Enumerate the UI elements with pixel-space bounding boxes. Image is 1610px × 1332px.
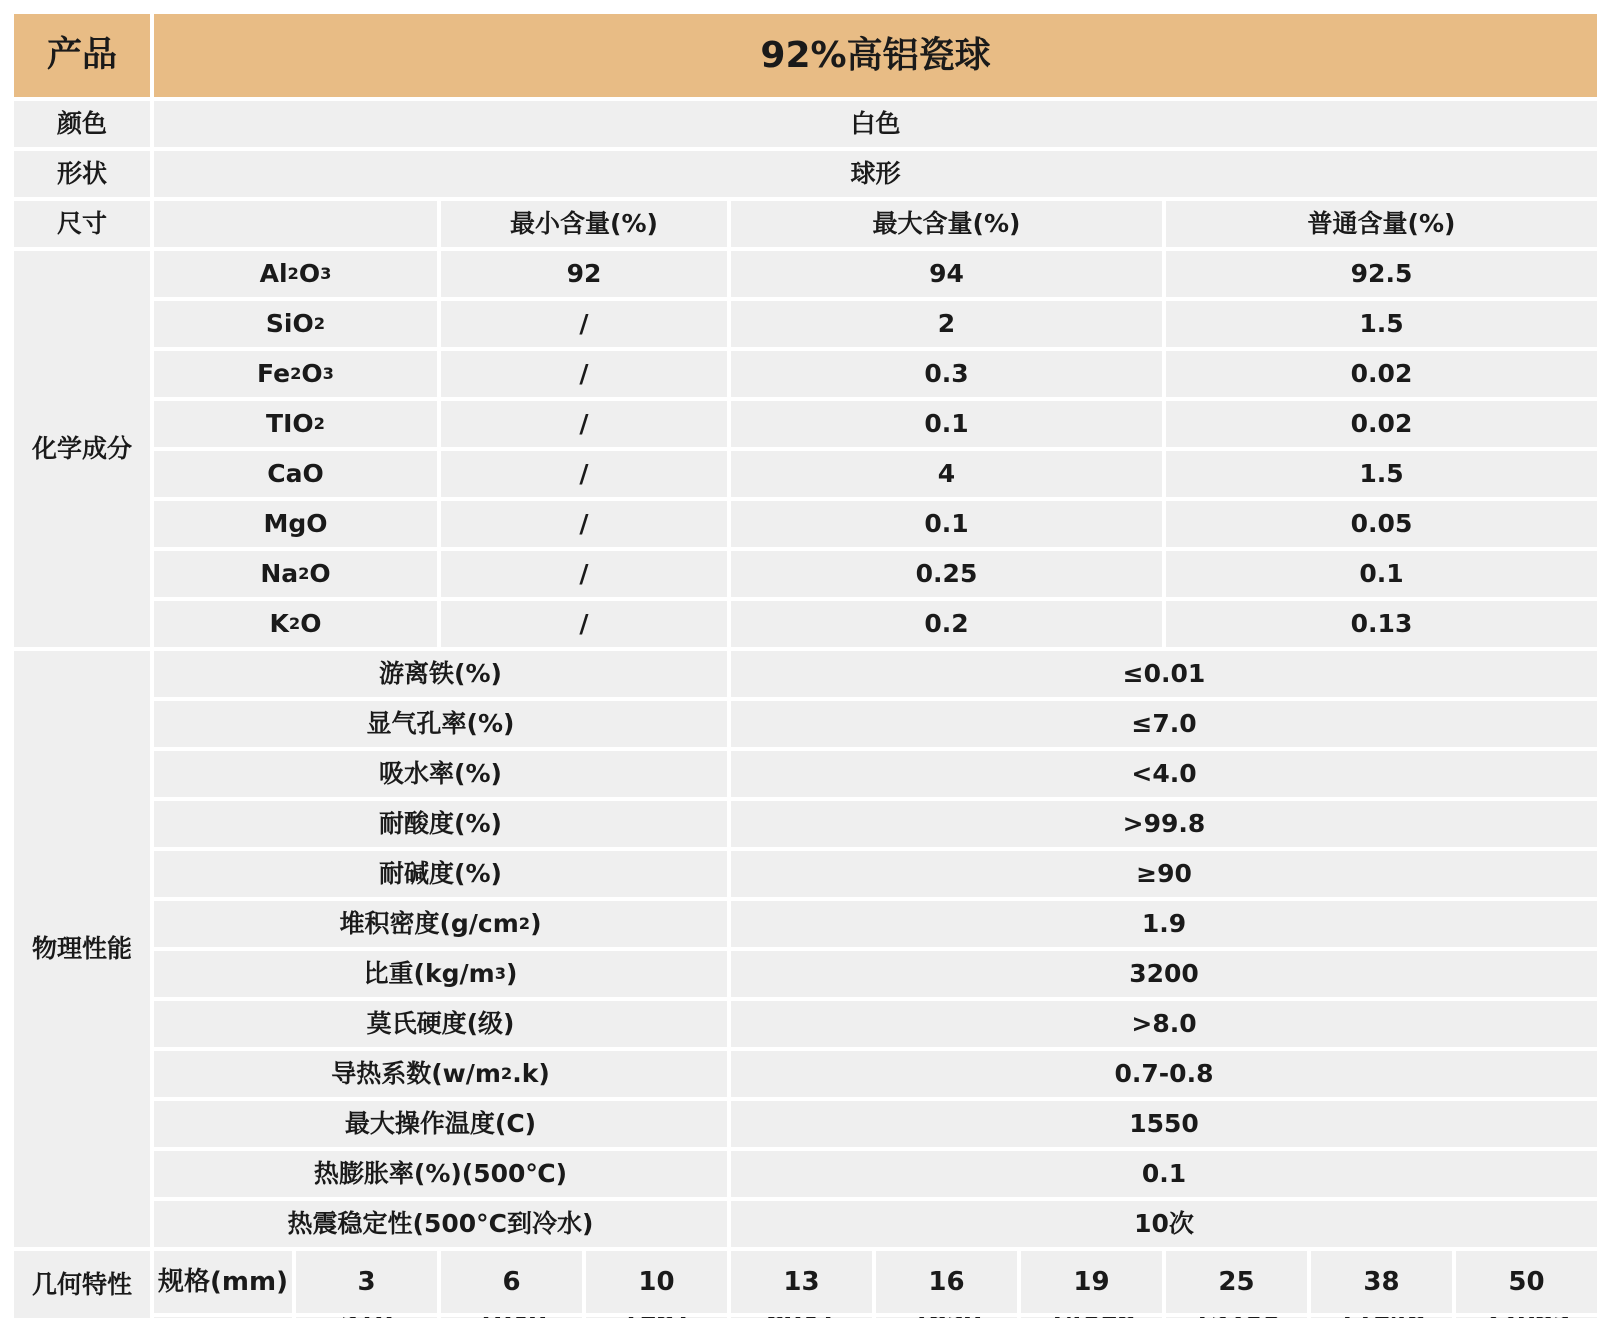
min-content-value: / (441, 301, 727, 347)
property-superscript: 2 (518, 914, 531, 934)
property-text: 耐酸度(%) (379, 809, 502, 839)
property-value: ≤0.01 (731, 651, 1597, 697)
size-blank-cell (154, 201, 437, 247)
crush-strength-value (876, 1317, 1017, 1318)
max-content-value: 94 (731, 251, 1162, 297)
property-name (154, 901, 727, 947)
property-name (154, 751, 727, 797)
geometry-label: 几何特性 (14, 1251, 150, 1318)
spec-size-value: 3 (296, 1251, 437, 1313)
typical-content-header: 普通含量(%) (1166, 201, 1597, 247)
chemical-formula (154, 451, 437, 497)
typical-content-value: 0.02 (1166, 351, 1597, 397)
property-text: 游离铁(%) (379, 659, 502, 689)
formula-part: O (301, 359, 323, 389)
property-text: 比重(kg/m (363, 959, 495, 989)
typical-content-value: 0.13 (1166, 601, 1597, 647)
property-name (154, 701, 727, 747)
spec-size-value: 10 (586, 1251, 727, 1313)
crush-strength-value (586, 1317, 727, 1318)
crush-strength-value (441, 1317, 582, 1318)
formula-subscript: 2 (313, 414, 325, 434)
typical-content-value: 0.02 (1166, 401, 1597, 447)
min-content-value: / (441, 451, 727, 497)
crush-strength-value (1311, 1317, 1452, 1318)
spec-label: 规格(mm) (154, 1251, 292, 1313)
property-text: 耐碱度(%) (379, 859, 502, 889)
typical-content-value: 1.5 (1166, 301, 1597, 347)
shape-value: 球形 (154, 151, 1597, 197)
max-content-value: 0.1 (731, 401, 1162, 447)
property-value: >8.0 (731, 1001, 1597, 1047)
product-title: 92%高铝瓷球 (154, 14, 1597, 97)
min-content-value: / (441, 601, 727, 647)
color-value: 白色 (154, 101, 1597, 147)
max-content-value: 0.1 (731, 501, 1162, 547)
formula-subscript: 2 (288, 614, 301, 634)
property-name (154, 1201, 727, 1247)
max-content-value: 4 (731, 451, 1162, 497)
property-name (154, 951, 727, 997)
spec-size-value: 13 (731, 1251, 872, 1313)
formula-part: O (298, 259, 321, 289)
typical-content-value: 0.05 (1166, 501, 1597, 547)
formula-base: SiO (265, 309, 314, 339)
crush-strength-value (1456, 1317, 1597, 1318)
formula-base: K (269, 609, 289, 639)
property-text: 导热系数(w/m (331, 1059, 501, 1089)
property-text: 吸水率(%) (379, 759, 502, 789)
property-text: .k) (512, 1059, 550, 1089)
spec-size-value: 50 (1456, 1251, 1597, 1313)
spec-size-value: 6 (441, 1251, 582, 1313)
formula-base: Na (260, 559, 299, 589)
spec-size-value: 38 (1311, 1251, 1452, 1313)
formula-subscript: 2 (313, 314, 326, 334)
property-text: 莫氏硬度(级) (366, 1009, 515, 1039)
chemical-formula (154, 251, 437, 297)
property-name (154, 1051, 727, 1097)
property-name (154, 851, 727, 897)
property-superscript: 3 (494, 964, 506, 984)
property-value: ≥90 (731, 851, 1597, 897)
product-label: 产品 (14, 14, 150, 97)
property-text: ) (506, 959, 518, 989)
property-name (154, 1001, 727, 1047)
formula-part: O (309, 559, 331, 589)
typical-content-value: 0.1 (1166, 551, 1597, 597)
max-content-header: 最大含量(%) (731, 201, 1162, 247)
property-text: 热震稳定性(500°C到冷水) (287, 1209, 594, 1239)
property-text: 最大操作温度(C) (344, 1109, 537, 1139)
shape-label: 形状 (14, 151, 150, 197)
chemical-formula (154, 551, 437, 597)
formula-subscript: 2 (298, 564, 310, 584)
property-name (154, 801, 727, 847)
property-value: ≤7.0 (731, 701, 1597, 747)
max-content-value: 2 (731, 301, 1162, 347)
size-label: 尺寸 (14, 201, 150, 247)
formula-base: Al (259, 259, 288, 289)
property-text: 堆积密度(g/cm (339, 909, 519, 939)
spec-size-value: 16 (876, 1251, 1017, 1313)
chemical-composition-label: 化学成分 (14, 251, 150, 647)
property-name (154, 651, 727, 697)
min-content-header: 最小含量(%) (441, 201, 727, 247)
property-value: 3200 (731, 951, 1597, 997)
property-value: 0.7-0.8 (731, 1051, 1597, 1097)
property-value: 1.9 (731, 901, 1597, 947)
property-value: <4.0 (731, 751, 1597, 797)
formula-base: Fe (257, 359, 291, 389)
crush-strength-value (1021, 1317, 1162, 1318)
crush-strength-value (296, 1317, 437, 1318)
color-label: 颜色 (14, 101, 150, 147)
property-name (154, 1151, 727, 1197)
physical-properties-label: 物理性能 (14, 651, 150, 1247)
formula-base: TIO (266, 409, 314, 439)
max-content-value: 0.2 (731, 601, 1162, 647)
chemical-formula (154, 301, 437, 347)
property-value: 1550 (731, 1101, 1597, 1147)
property-text: ) (530, 909, 542, 939)
formula-subscript: 3 (320, 264, 332, 284)
formula-part: O (300, 609, 322, 639)
min-content-value: / (441, 501, 727, 547)
spec-table (14, 14, 1597, 1318)
min-content-value: / (441, 351, 727, 397)
typical-content-value: 1.5 (1166, 451, 1597, 497)
property-value: 0.1 (731, 1151, 1597, 1197)
formula-base: CaO (267, 459, 324, 489)
spec-size-value: 25 (1166, 1251, 1307, 1313)
property-name (154, 1101, 727, 1147)
crush-strength-value (731, 1317, 872, 1318)
spec-size-value: 19 (1021, 1251, 1162, 1313)
formula-subscript: 2 (290, 364, 302, 384)
max-content-value: 0.3 (731, 351, 1162, 397)
chemical-formula (154, 351, 437, 397)
chemical-formula (154, 401, 437, 447)
property-value: 10次 (731, 1201, 1597, 1247)
typical-content-value: 92.5 (1166, 251, 1597, 297)
max-content-value: 0.25 (731, 551, 1162, 597)
formula-base: MgO (263, 509, 328, 539)
strength-label (154, 1317, 292, 1318)
min-content-value: / (441, 551, 727, 597)
chemical-formula (154, 501, 437, 547)
property-superscript: 2 (500, 1064, 513, 1084)
min-content-value: 92 (441, 251, 727, 297)
formula-subscript: 3 (322, 364, 334, 384)
property-text: 热膨胀率(%)(500℃) (313, 1159, 568, 1189)
property-value: >99.8 (731, 801, 1597, 847)
min-content-value: / (441, 401, 727, 447)
chemical-formula (154, 601, 437, 647)
property-text: 显气孔率(%) (366, 709, 515, 739)
crush-strength-value (1166, 1317, 1307, 1318)
formula-subscript: 2 (287, 264, 299, 284)
